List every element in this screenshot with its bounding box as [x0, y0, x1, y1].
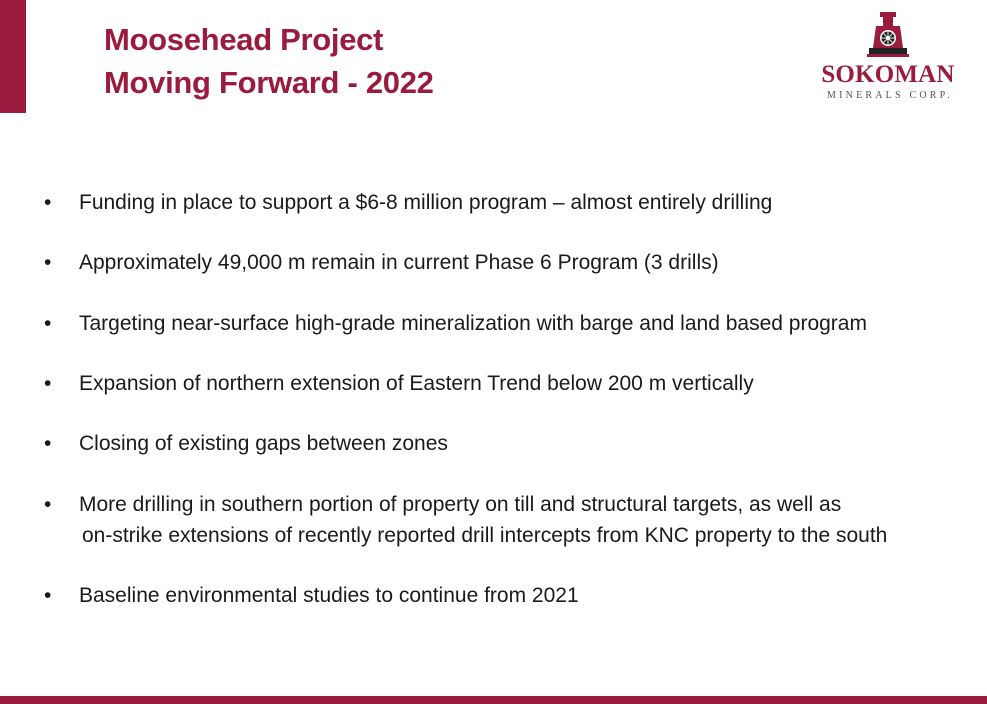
list-item-text: Approximately 49,000 m remain in current Phase 6 Program (3 drills) — [79, 251, 719, 274]
bullet-dot-icon: • — [44, 493, 52, 516]
bullet-dot-icon: • — [44, 372, 52, 395]
list-item-text-continuation: on-strike extensions of recently reported drill intercepts from KNC property to the south — [82, 524, 888, 547]
title-line-1: Moosehead Project — [104, 22, 384, 57]
footer-accent-bar — [0, 696, 987, 704]
logo-name: SOKOMAN — [821, 61, 955, 88]
logo-subtitle: MINERALS CORP. — [827, 90, 953, 101]
bullet-dot-icon: • — [44, 251, 52, 274]
bullet-dot-icon: • — [44, 191, 52, 214]
bullet-dot-icon: • — [44, 432, 52, 455]
list-item-text: Targeting near-surface high-grade mineralization with barge and land based program — [79, 312, 867, 335]
list-item-text: Baseline environmental studies to continue from 2021 — [79, 584, 579, 607]
title-line-2: Moving Forward - 2022 — [104, 65, 434, 100]
bullet-dot-icon: • — [44, 312, 52, 335]
list-item-text: Funding in place to support a $6-8 million program – almost entirely drilling — [79, 191, 773, 214]
list-item-text: More drilling in southern portion of property on till and structural targets, as well as — [79, 493, 842, 516]
bullet-dot-icon: • — [44, 584, 52, 607]
list-item-text: Expansion of northern extension of Eastern Trend below 200 m vertically — [79, 372, 754, 395]
list-item-text: Closing of existing gaps between zones — [79, 432, 448, 455]
